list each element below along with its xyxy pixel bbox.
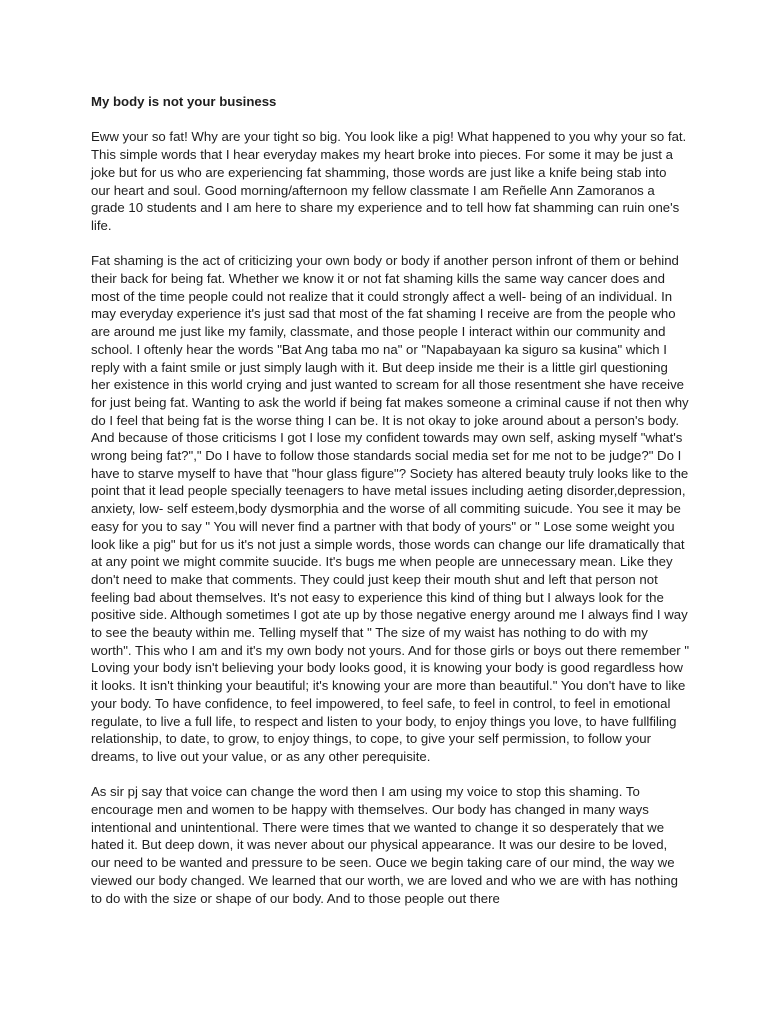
paragraph-fat-shaming: Fat shaming is the act of criticizing your own body or body if another person infront of them or behind their back for being fat. Whether we know it or not fat shaming kills the same way cancer does and most of the time people could not realize that it could strongly affect a well- being of an individual. In may everyday experience it's just sad that most of the fat shaming I receive are from the people who are around me just like my family, classmate, and those people I interact within our community and school. I oftenly hear the words "Bat Ang taba mo na" or "Napabayaan ka siguro sa kusina" which I reply with a faint smile or just simply laugh with it. But deep inside me their is a little girl questioning her existence in this world crying and just wanted to scream for all those resentment she have receive for just being fat. Wanting to ask the world if being fat makes someone a criminal cause if not then why do I feel that being fat is the worse thing I can be. It is not okay to joke around about a person's body. And because of those criticisms I got I lose my confident towards may own self, asking myself "what's wrong being fat?"," Do I have to follow those standards social media set for me not to be judge?" Do I have to starve myself to have that "hour glass figure"? Society has altered beauty truly looks like to the point that it lead people specially teenagers to have metal issues including aeting disorder,depression, anxiety, low- self esteem,body dysmorphia and the worse of all commiting suicude. You see it may be easy for you to say " You will never find a partner with that body of yours" or " Lose some weight you look like a pig" but for us it's not just a simple words, those words can change our life dramatically that at any point we might commite suucide. It's bugs me when people are unnecessary mean. Like they don't need to make that comments. They could just keep their mouth shut and left that person not feeling bad about themselves. It's not easy to experience this kind of thing but I always look for the positive side. Although sometimes I got ate up by those negative energy around me I always find I way to see the beauty within me. Telling myself that " The size of my waist has nothing to do with my worth". This who I am and it's my own body not yours. And for those girls or boys out there remember " Loving your body isn't believing your body looks good, it is knowing your body is good regardless how it looks. It isn't thinking your beautiful; it's knowing your are more than beautiful." You don't have to like your body. To have confidence, to feel impowered, to feel safe, to feel in control, to feel in emotional regulate, to live a full life, to respect and listen to your body, to enjoy things you love, to have fullfiling relationship, to date, to grow, to enjoy things, to cope, to give your self permission, to follow your dreams, to live out your value, or as any other perequisite. [91, 253, 690, 764]
paragraph-voice: As sir pj say that voice can change the word then I am using my voice to stop this shaming. To encourage men and women to be happy with themselves. Our body has changed in many ways intentional and unintentional. There were times that we wanted to change it so desperately that we hated it. But deep down, it was never about our physical appearance. It was our desire to be loved, our need to be wanted and pressure to be seen. Ouce we begin taking care of our mind, the way we viewed our body changed. We learned that our worth, we are loved and who we are with has nothing to do with the size or shape of our body. And to those people out there [91, 784, 678, 906]
document-title: My body is not your business [91, 94, 277, 109]
paragraph-intro: Eww your so fat! Why are your tight so big. You look like a pig! What happened to you why your so fat. This simple words that I hear everyday makes my heart broke into pieces. For some it may be just a joke but for us who are experiencing fat shamming, those words are just like a knife being stab into our heart and soul. Good morning/afternoon my fellow classmate I am Reñelle Ann Zamoranos a grade 10 students and I am here to share my experience and to tell how fat shamming can ruin one's life. [91, 129, 687, 233]
document-body [91, 93, 689, 925]
